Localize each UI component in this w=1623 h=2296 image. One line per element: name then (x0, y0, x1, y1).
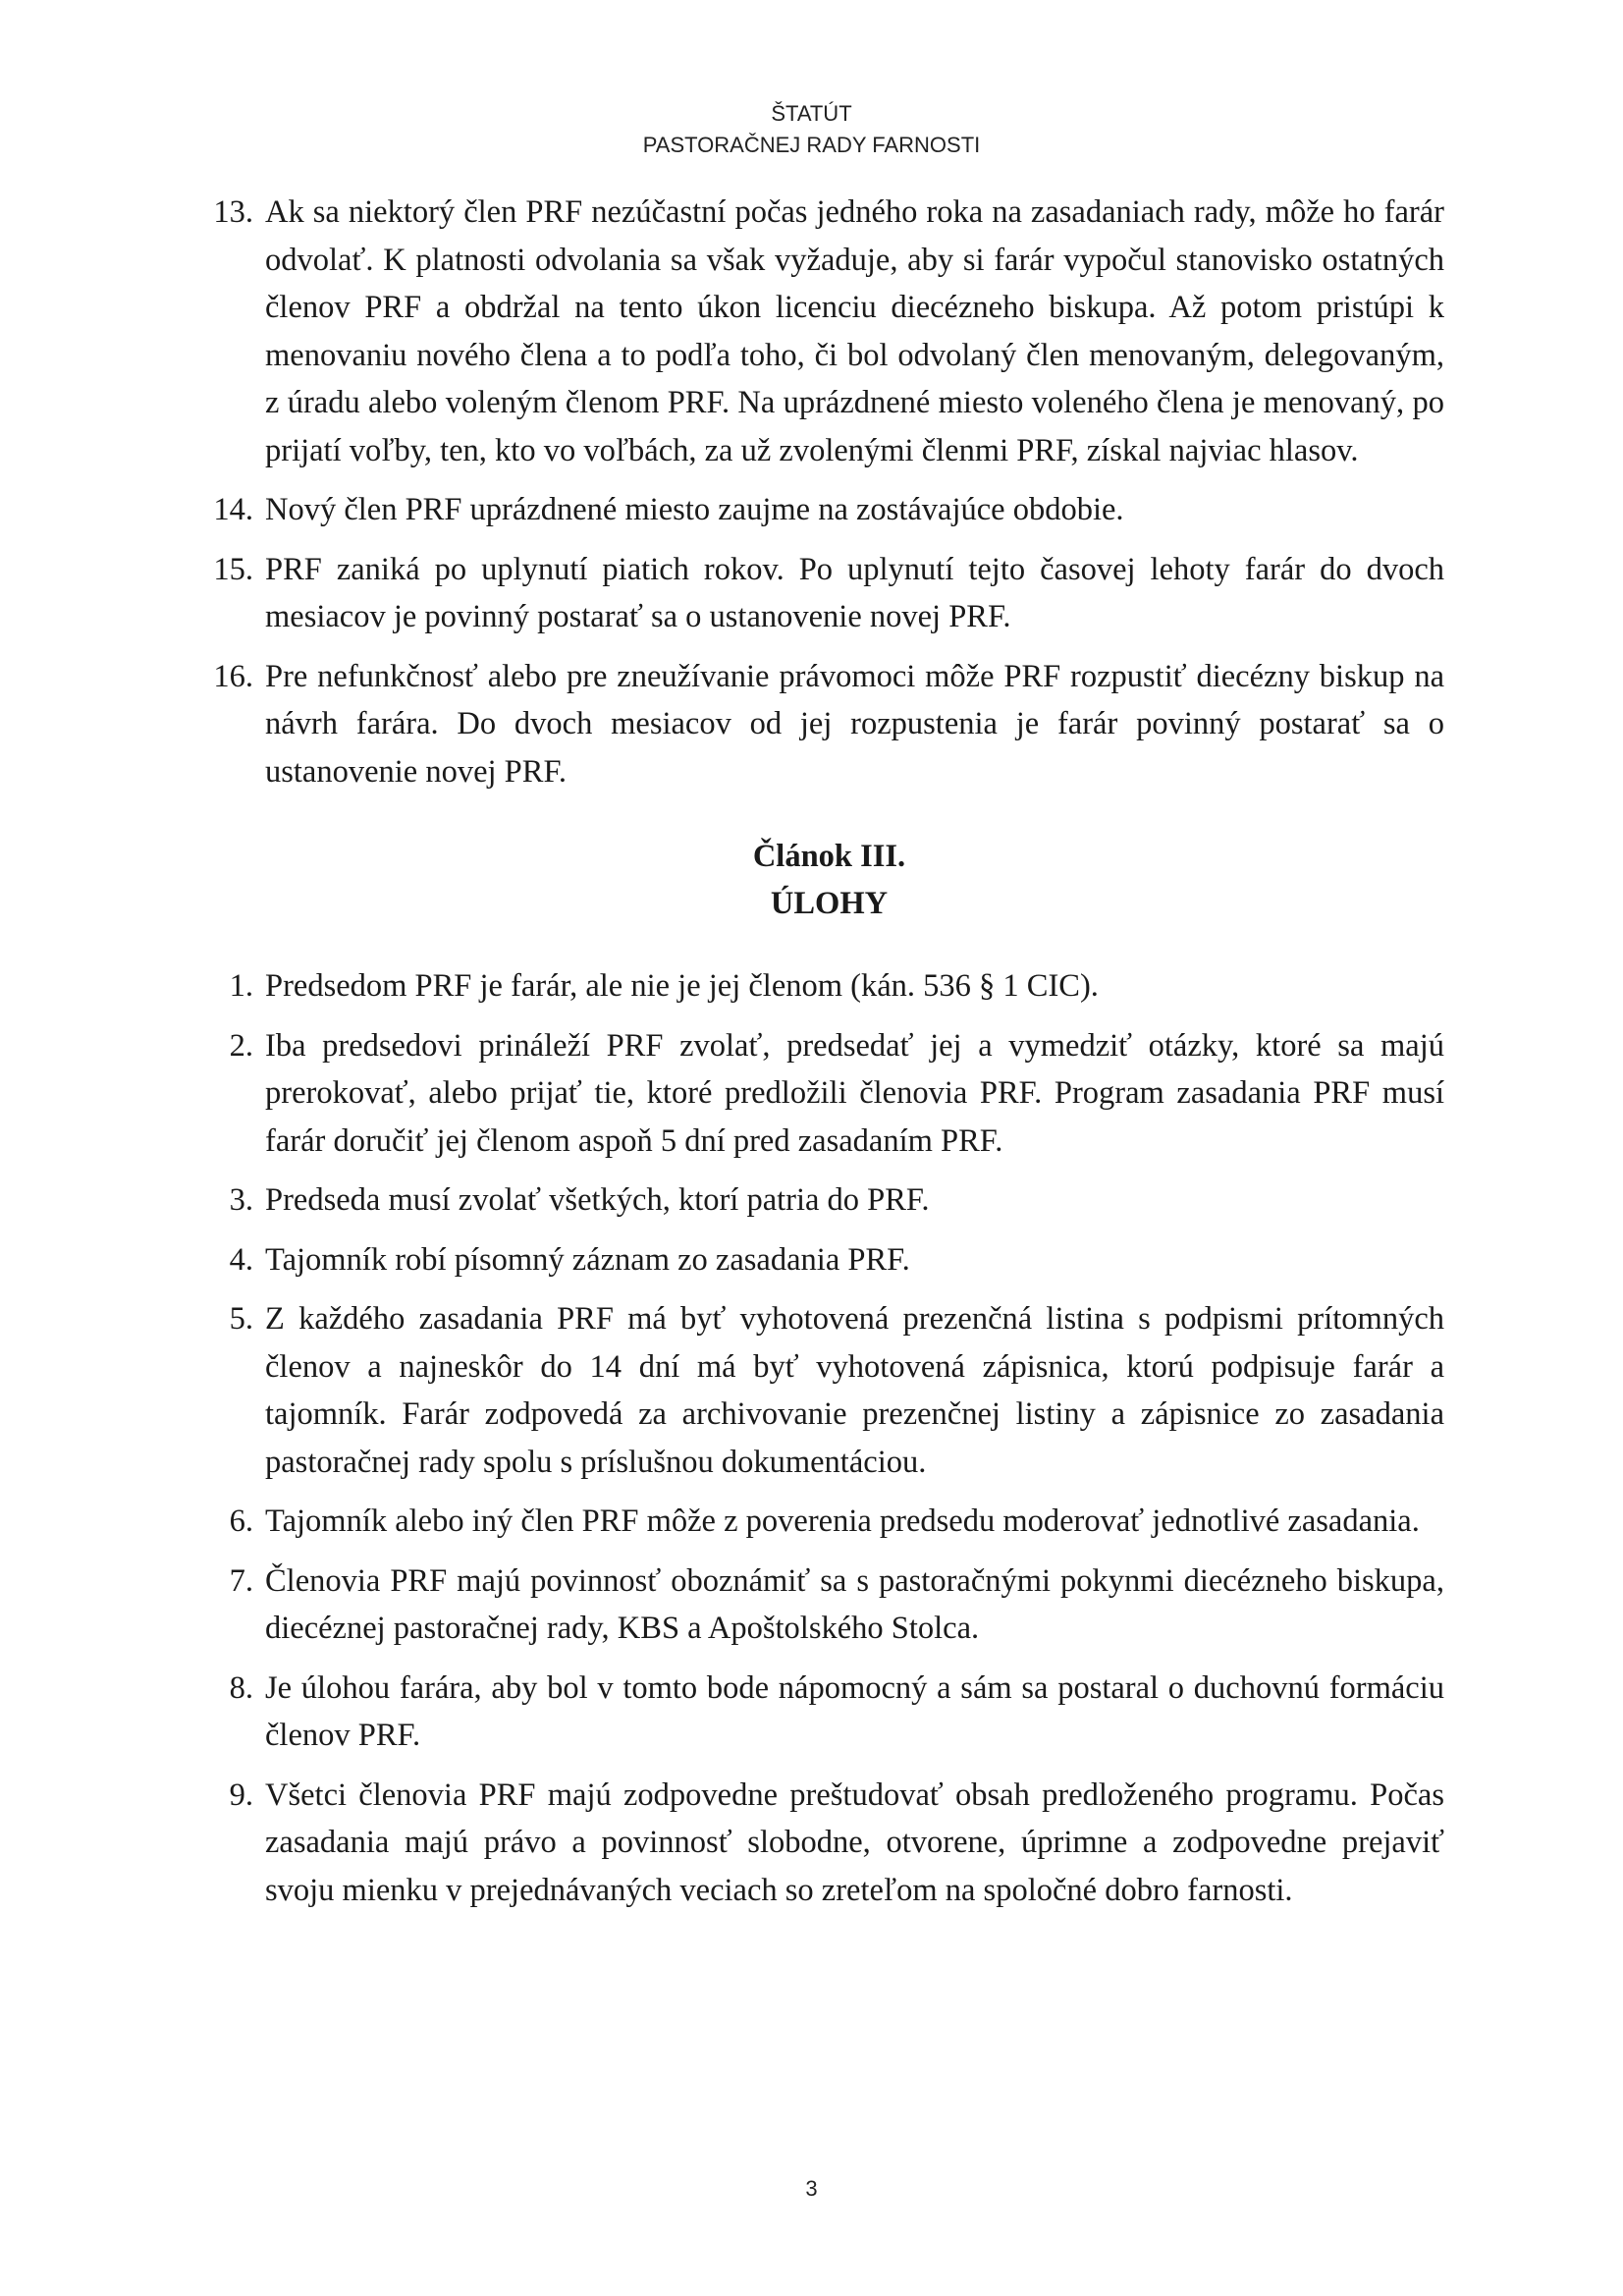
list-item-number: 16. (213, 658, 253, 694)
list-item-number: 3. (229, 1182, 253, 1218)
list-item-number: 5. (229, 1301, 253, 1337)
running-header (0, 98, 1623, 161)
page-number: 3 (805, 2176, 818, 2201)
list-item-number: 4. (229, 1241, 253, 1278)
list-item (214, 189, 1444, 474)
list-item-number: 1. (229, 968, 253, 1004)
list-item-text: Predseda musí zvolať všetkých, ktorí patria do PRF. (265, 1182, 930, 1218)
list-item-text: PRF zaniká po uplynutí piatich rokov. Po uplynutí tejto časovej lehoty farár do dvoch mesiacov je povinný postarať sa o ustanovenie novej PRF. (265, 551, 1444, 634)
list-item-number: 13. (213, 194, 253, 230)
list-item-text: Pre nefunkčnosť alebo pre zneužívanie právomoci môže PRF rozpustiť diecézny biskup na návrh farára. Do dvoch mesiacov od jej rozpustenia je farár povinný postarať sa o ustanovenie novej PRF. (265, 658, 1444, 790)
list-item-text: Nový člen PRF uprázdnené miesto zaujme na zostávajúce obdobie. (265, 492, 1124, 527)
list-item (214, 962, 1444, 1011)
list-item (214, 1558, 1444, 1653)
list-item (214, 1665, 1444, 1760)
header-title: ŠTATÚT (771, 101, 852, 126)
list-item-number: 14. (213, 492, 253, 527)
continued-list (214, 189, 1444, 795)
list-item (214, 486, 1444, 534)
list-item-number: 15. (213, 551, 253, 587)
list-item-number: 7. (229, 1562, 253, 1599)
list-item (214, 1772, 1444, 1915)
list-item-text: Iba predsedovi prináleží PRF zvolať, predsedať jej a vymedziť otázky, ktoré sa majú prerokovať, alebo prijať tie, ktoré predložili členovia PRF. Program zasadania PRF musí farár doručiť jej členom aspoň 5 dní pred zasadaním PRF. (265, 1027, 1444, 1159)
list-item-text: Tajomník robí písomný záznam zo zasadania PRF. (265, 1241, 910, 1278)
list-item (214, 1022, 1444, 1166)
header-subtitle: PASTORAČNEJ RADY FARNOSTI (642, 133, 981, 157)
article-list (214, 962, 1444, 1914)
page-content (214, 189, 1444, 1926)
list-item-text: Ak sa niektorý člen PRF nezúčastní počas jedného roka na zasadaniach rady, môže ho farár odvolať. K platnosti odvolania sa však vyžaduje, aby si farár vypočul stanovisko ostatných členov PRF a obdržal na tento úkon licenciu diecézneho biskupa. Až potom pristúpi k menovaniu nového člena a to podľa toho, či bol odvolaný člen menovaným, delegovaným, z úradu alebo voleným členom PRF. Na uprázdnené miesto voleného člena je menovaný, po prijatí voľby, ten, kto vo voľbách, za už zvolenými členmi PRF, získal najviac hlasov. (265, 194, 1444, 468)
list-item (214, 1498, 1444, 1546)
list-item (214, 1295, 1444, 1486)
list-item-number: 6. (229, 1503, 253, 1539)
list-item (214, 1176, 1444, 1225)
list-item-number: 2. (229, 1027, 253, 1064)
article-title: ÚLOHY (770, 886, 889, 921)
list-item-number: 8. (229, 1669, 253, 1706)
list-item-text: Je úlohou farára, aby bol v tomto bode nápomocný a sám sa postaral o duchovnú formáciu členov PRF. (265, 1669, 1444, 1753)
list-item-number: 9. (229, 1777, 253, 1813)
list-item-text: Členovia PRF majú povinnosť oboznámiť sa s pastoračnými pokynmi diecézneho biskupa, diecéznej pastoračnej rady, KBS a Apoštolského Stolca. (265, 1562, 1444, 1646)
list-item (214, 1236, 1444, 1285)
article-heading (214, 833, 1444, 927)
list-item (214, 653, 1444, 796)
list-item-text: Predsedom PRF je farár, ale nie je jej členom (kán. 536 § 1 CIC). (265, 968, 1099, 1004)
list-item (214, 546, 1444, 641)
article-number: Článok III. (752, 839, 906, 874)
list-item-text: Všetci členovia PRF majú zodpovedne preštudovať obsah predloženého programu. Počas zasadania majú právo a povinnosť slobodne, otvorene, úprimne a zodpovedne prejaviť svoju mienku v prejednávaných veciach so zreteľom na spoločné dobro farnosti. (265, 1777, 1444, 1908)
list-item-text: Z každého zasadania PRF má byť vyhotovená prezenčná listina s podpismi prítomných členov a najneskôr do 14 dní má byť vyhotovená zápisnica, ktorú podpisuje farár a tajomník. Farár zodpovedá za archivovanie prezenčnej listiny a zápisnice zo zasadania pastoračnej rady spolu s príslušnou dokumentáciou. (265, 1301, 1444, 1480)
list-item-text: Tajomník alebo iný člen PRF môže z poverenia predsedu moderovať jednotlivé zasadania. (265, 1503, 1420, 1539)
